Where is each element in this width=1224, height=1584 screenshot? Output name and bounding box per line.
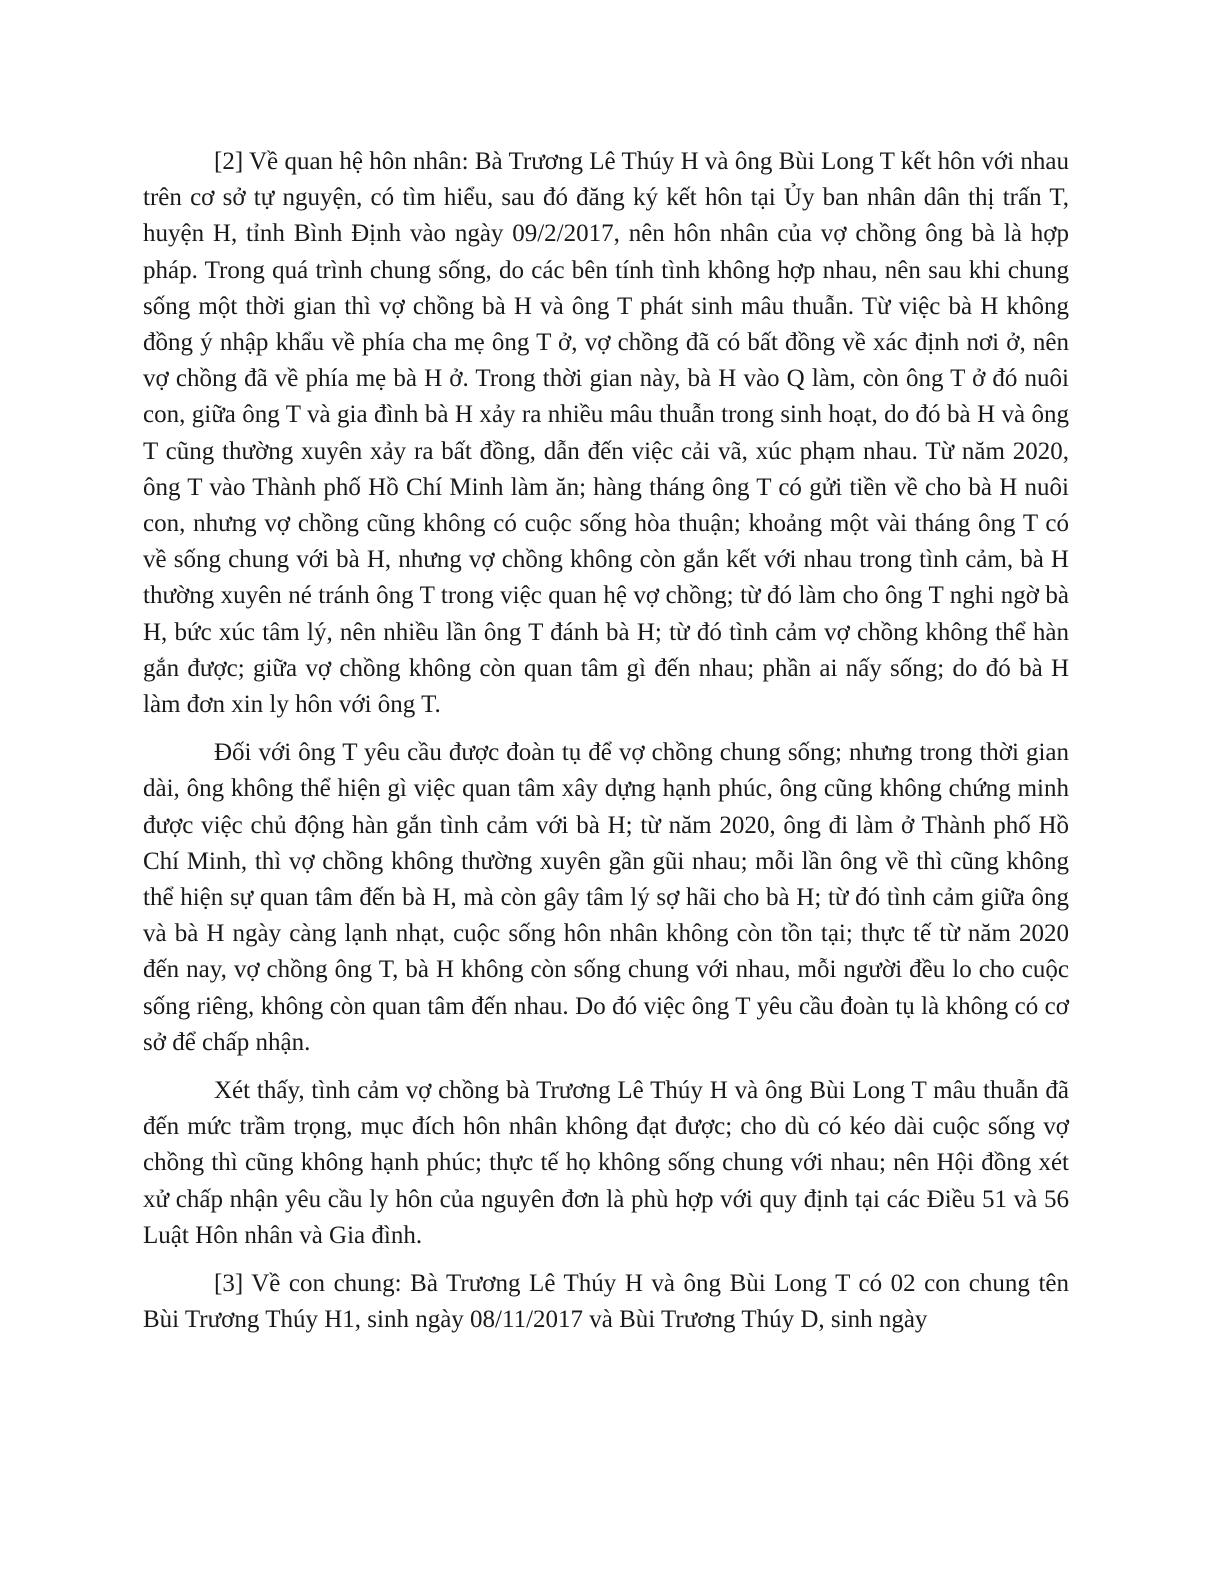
paragraph-marital-relationship: [2] Về quan hệ hôn nhân: Bà Trương Lê Thúy H và ông Bùi Long T kết hôn với nhau trên cơ sở tự nguyện, có tìm hiểu, sau đó đăng ký kết hôn tại Ủy ban nhân dân thị trấn T, huyện H, tỉnh Bình Định vào ngày 09/2/2017, nên hôn nhân của vợ chồng ông bà là hợp pháp. Trong quá trình chung sống, do các bên tính tình không hợp nhau, nên sau khi chung sống một thời gian thì vợ chồng bà H và ông T phát sinh mâu thuẫn. Từ việc bà H không đồng ý nhập khẩu về phía cha mẹ ông T ở, vợ chồng đã có bất đồng về xác định nơi ở, nên vợ chồng đã về phía mẹ bà H ở. Trong thời gian này, bà H vào Q làm, còn ông T ở đó nuôi con, giữa ông T và gia đình bà H xảy ra nhiều mâu thuẫn trong sinh hoạt, do đó bà H và ông T cũng thường xuyên xảy ra bất đồng, dẫn đến việc cải vã, xúc phạm nhau. Từ năm 2020, ông T vào Thành phố Hồ Chí Minh làm ăn; hàng tháng ông T có gửi tiền về cho bà H nuôi con, nhưng vợ chồng cũng không có cuộc sống hòa thuận; khoảng một vài tháng ông T có về sống chung với bà H, nhưng vợ chồng không còn gắn kết với nhau trong tình cảm, bà H thường xuyên né tránh ông T trong việc quan hệ vợ chồng; từ đó làm cho ông T nghi ngờ bà H, bức xúc tâm lý, nên nhiều lần ông T đánh bà H; từ đó tình cảm vợ chồng không thể hàn gắn được; giữa vợ chồng không còn quan tâm gì đến nhau; phần ai nấy sống; do đó bà H làm đơn xin ly hôn với ông T. [143, 148, 1069, 719]
paragraph-court-consideration: Xét thấy, tình cảm vợ chồng bà Trương Lê Thúy H và ông Bùi Long T mâu thuẫn đã đến mức trầm trọng, mục đích hôn nhân không đạt được; cho dù có kéo dài cuộc sống vợ chồng thì cũng không hạnh phúc; thực tế họ không sống chung với nhau; nên Hội đồng xét xử chấp nhận yêu cầu ly hôn của nguyên đơn là phù hợp với quy định tại các Điều 51 và 56 Luật Hôn nhân và Gia đình. [143, 1077, 1069, 1249]
paragraph-reunion-request: Đối với ông T yêu cầu được đoàn tụ để vợ chồng chung sống; nhưng trong thời gian dài, ông không thể hiện gì việc quan tâm xây dựng hạnh phúc, ông cũng không chứng minh được việc chủ động hàn gắn tình cảm với bà H; từ năm 2020, ông đi làm ở Thành phố Hồ Chí Minh, thì vợ chồng không thường xuyên gần gũi nhau; mỗi lần ông về thì cũng không thể hiện sự quan tâm đến bà H, mà còn gây tâm lý sợ hãi cho bà H; từ đó tình cảm giữa ông và bà H ngày càng lạnh nhạt, cuộc sống hôn nhân không còn tồn tại; thực tế từ năm 2020 đến nay, vợ chồng ông T, bà H không còn sống chung với nhau, mỗi người đều lo cho cuộc sống riêng, không còn quan tâm đến nhau. Do đó việc ông T yêu cầu đoàn tụ là không có cơ sở để chấp nhận. [143, 739, 1069, 1056]
document-body [143, 144, 1069, 1351]
paragraph-common-children: [3] Về con chung: Bà Trương Lê Thúy H và ông Bùi Long T có 02 con chung tên Bùi Trương Thúy H1, sinh ngày 08/11/2017 và Bùi Trương Thúy D, sinh ngày [143, 1270, 1069, 1334]
